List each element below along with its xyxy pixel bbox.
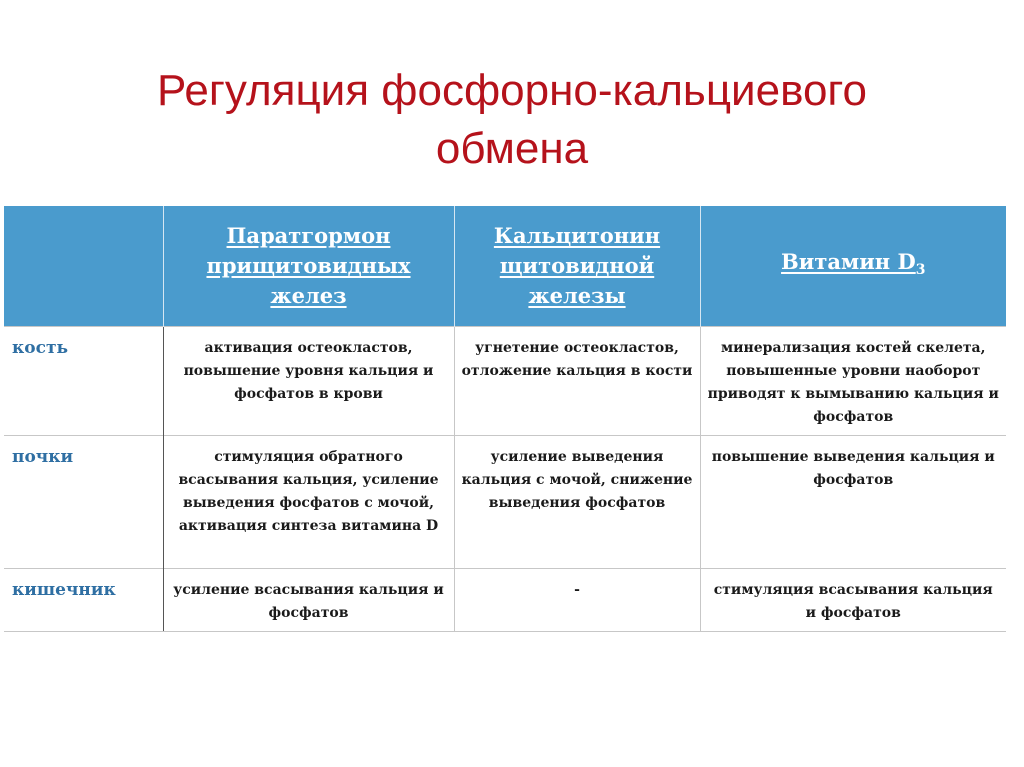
- header-vitamin-d3-subscript: 3: [915, 262, 926, 279]
- header-vitamin-d3: Витамин $D_3$: [700, 206, 1006, 327]
- regulation-table: [4, 206, 1006, 632]
- cell-bone-vitamin-d3: минерализация костей скелета, повышенные уровни наоборот приводят к вымыванию кальция и фосфатов: [700, 327, 1006, 436]
- row-label-kidneys: почки: [4, 436, 163, 569]
- cell-kidneys-parathormone: стимуляция обратного всасывания кальция, усиление выведения фосфатов с мочой, активация синтеза витамина D: [163, 436, 454, 569]
- cell-bone-calcitonin: угнетение остеокластов, отложение кальция в кости: [454, 327, 700, 436]
- slide-title-line-1: Регуляция фосфорно-кальциевого: [157, 66, 867, 115]
- slide-title-line-2: обмена: [435, 124, 589, 173]
- table-header-row: [4, 206, 1006, 327]
- cell-intestine-calcitonin: -: [454, 569, 700, 632]
- cell-kidneys-calcitonin: усиление выведения кальция с мочой, снижение выведения фосфатов: [454, 436, 700, 569]
- header-empty-cell: [4, 206, 163, 327]
- table-row: [4, 327, 1006, 436]
- cell-bone-parathormone: активация остеокластов, повышение уровня кальция и фосфатов в крови: [163, 327, 454, 436]
- slide-title: [0, 62, 1024, 178]
- table-row: [4, 436, 1006, 569]
- cell-intestine-vitamin-d3: стимуляция всасывания кальция и фосфатов: [700, 569, 1006, 632]
- header-parathormone: Паратгормон прищитовидных желез: [163, 206, 454, 327]
- row-label-bone: кость: [4, 327, 163, 436]
- header-calcitonin: Кальцитонин щитовидной железы: [454, 206, 700, 327]
- cell-intestine-parathormone: усиление всасывания кальция и фосфатов: [163, 569, 454, 632]
- table-row: [4, 569, 1006, 632]
- cell-kidneys-vitamin-d3: повышение выведения кальция и фосфатов: [700, 436, 1006, 569]
- row-label-intestine: кишечник: [4, 569, 163, 632]
